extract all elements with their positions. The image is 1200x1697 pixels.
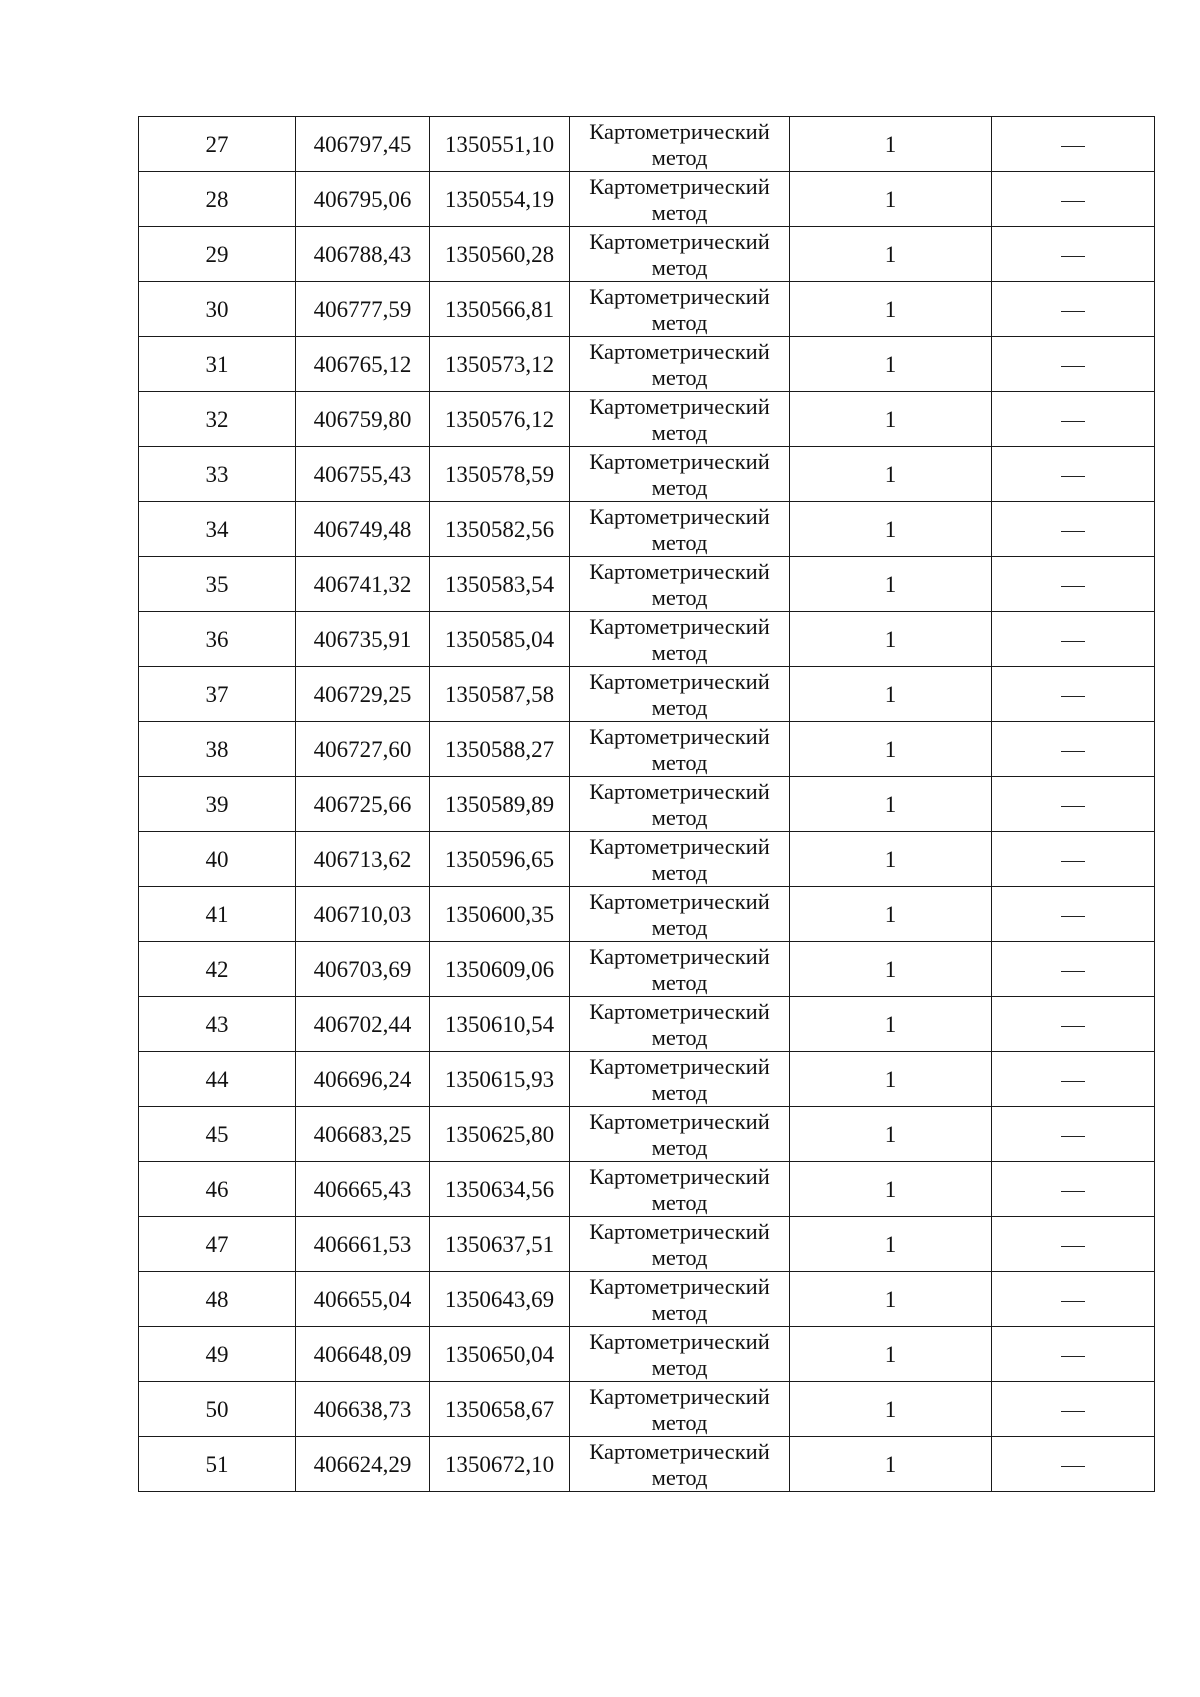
x-coordinate-cell: 406735,91 bbox=[296, 612, 430, 667]
y-coordinate-cell: 1350658,67 bbox=[430, 1382, 570, 1437]
dash-mark bbox=[1061, 1191, 1085, 1192]
note-cell bbox=[992, 942, 1155, 997]
accuracy-cell: 1 bbox=[790, 227, 992, 282]
accuracy-cell: 1 bbox=[790, 502, 992, 557]
point-number-cell: 40 bbox=[139, 832, 296, 887]
method-line-2: метод bbox=[651, 310, 708, 335]
point-number-cell: 33 bbox=[139, 447, 296, 502]
x-coordinate-cell: 406741,32 bbox=[296, 557, 430, 612]
method-cell bbox=[570, 997, 790, 1052]
accuracy-cell: 1 bbox=[790, 1162, 992, 1217]
accuracy-cell: 1 bbox=[790, 172, 992, 227]
method-line-2: метод bbox=[651, 1135, 708, 1160]
y-coordinate-cell: 1350596,65 bbox=[430, 832, 570, 887]
coordinates-table bbox=[138, 116, 1155, 1492]
note-cell bbox=[992, 557, 1155, 612]
dash-mark bbox=[1061, 861, 1085, 862]
table-row bbox=[139, 282, 1155, 337]
method-cell bbox=[570, 1382, 790, 1437]
accuracy-cell: 1 bbox=[790, 887, 992, 942]
dash-mark bbox=[1061, 586, 1085, 587]
point-number-cell: 35 bbox=[139, 557, 296, 612]
method-cell bbox=[570, 1162, 790, 1217]
method-cell bbox=[570, 1272, 790, 1327]
point-number-cell: 48 bbox=[139, 1272, 296, 1327]
dash-mark bbox=[1061, 366, 1085, 367]
accuracy-cell: 1 bbox=[790, 1052, 992, 1107]
method-cell bbox=[570, 557, 790, 612]
method-cell bbox=[570, 1327, 790, 1382]
method-line-1: Картометрический bbox=[589, 394, 770, 419]
method-cell bbox=[570, 832, 790, 887]
x-coordinate-cell: 406638,73 bbox=[296, 1382, 430, 1437]
method-line-2: метод bbox=[651, 1080, 708, 1105]
note-cell bbox=[992, 1052, 1155, 1107]
x-coordinate-cell: 406777,59 bbox=[296, 282, 430, 337]
method-line-1: Картометрический bbox=[589, 1439, 770, 1464]
method-cell bbox=[570, 1107, 790, 1162]
method-line-1: Картометрический bbox=[589, 999, 770, 1024]
note-cell bbox=[992, 172, 1155, 227]
table-row bbox=[139, 832, 1155, 887]
accuracy-cell: 1 bbox=[790, 942, 992, 997]
method-line-1: Картометрический bbox=[589, 284, 770, 309]
point-number-cell: 37 bbox=[139, 667, 296, 722]
note-cell bbox=[992, 722, 1155, 777]
dash-mark bbox=[1061, 1301, 1085, 1302]
method-cell bbox=[570, 117, 790, 172]
method-line-2: метод bbox=[651, 640, 708, 665]
y-coordinate-cell: 1350634,56 bbox=[430, 1162, 570, 1217]
method-cell bbox=[570, 722, 790, 777]
y-coordinate-cell: 1350650,04 bbox=[430, 1327, 570, 1382]
method-cell bbox=[570, 447, 790, 502]
table-row bbox=[139, 1052, 1155, 1107]
point-number-cell: 44 bbox=[139, 1052, 296, 1107]
method-line-1: Картометрический bbox=[589, 779, 770, 804]
method-cell bbox=[570, 887, 790, 942]
x-coordinate-cell: 406729,25 bbox=[296, 667, 430, 722]
method-line-2: метод bbox=[651, 530, 708, 555]
dash-mark bbox=[1061, 806, 1085, 807]
point-number-cell: 29 bbox=[139, 227, 296, 282]
method-line-1: Картометрический bbox=[589, 669, 770, 694]
y-coordinate-cell: 1350625,80 bbox=[430, 1107, 570, 1162]
table-row bbox=[139, 612, 1155, 667]
accuracy-cell: 1 bbox=[790, 282, 992, 337]
method-line-2: метод bbox=[651, 365, 708, 390]
x-coordinate-cell: 406713,62 bbox=[296, 832, 430, 887]
method-line-2: метод bbox=[651, 1190, 708, 1215]
point-number-cell: 41 bbox=[139, 887, 296, 942]
point-number-cell: 51 bbox=[139, 1437, 296, 1492]
dash-mark bbox=[1061, 916, 1085, 917]
table-row bbox=[139, 447, 1155, 502]
accuracy-cell: 1 bbox=[790, 1327, 992, 1382]
y-coordinate-cell: 1350578,59 bbox=[430, 447, 570, 502]
accuracy-cell: 1 bbox=[790, 832, 992, 887]
method-cell bbox=[570, 502, 790, 557]
point-number-cell: 50 bbox=[139, 1382, 296, 1437]
method-line-1: Картометрический bbox=[589, 1384, 770, 1409]
x-coordinate-cell: 406755,43 bbox=[296, 447, 430, 502]
method-line-2: метод bbox=[651, 1025, 708, 1050]
method-line-1: Картометрический bbox=[589, 339, 770, 364]
note-cell bbox=[992, 337, 1155, 392]
dash-mark bbox=[1061, 696, 1085, 697]
accuracy-cell: 1 bbox=[790, 447, 992, 502]
table-body bbox=[139, 117, 1155, 1492]
method-line-2: метод bbox=[651, 475, 708, 500]
y-coordinate-cell: 1350576,12 bbox=[430, 392, 570, 447]
x-coordinate-cell: 406765,12 bbox=[296, 337, 430, 392]
table-row bbox=[139, 227, 1155, 282]
point-number-cell: 42 bbox=[139, 942, 296, 997]
method-line-1: Картометрический bbox=[589, 504, 770, 529]
method-cell bbox=[570, 227, 790, 282]
method-line-2: метод bbox=[651, 695, 708, 720]
table-row bbox=[139, 392, 1155, 447]
dash-mark bbox=[1061, 1026, 1085, 1027]
x-coordinate-cell: 406788,43 bbox=[296, 227, 430, 282]
note-cell bbox=[992, 1272, 1155, 1327]
x-coordinate-cell: 406661,53 bbox=[296, 1217, 430, 1272]
point-number-cell: 36 bbox=[139, 612, 296, 667]
method-line-2: метод bbox=[651, 1300, 708, 1325]
note-cell bbox=[992, 282, 1155, 337]
method-line-2: метод bbox=[651, 255, 708, 280]
accuracy-cell: 1 bbox=[790, 557, 992, 612]
y-coordinate-cell: 1350589,89 bbox=[430, 777, 570, 832]
table-row bbox=[139, 722, 1155, 777]
note-cell bbox=[992, 777, 1155, 832]
point-number-cell: 39 bbox=[139, 777, 296, 832]
dash-mark bbox=[1061, 971, 1085, 972]
y-coordinate-cell: 1350615,93 bbox=[430, 1052, 570, 1107]
point-number-cell: 27 bbox=[139, 117, 296, 172]
x-coordinate-cell: 406749,48 bbox=[296, 502, 430, 557]
table-row bbox=[139, 1107, 1155, 1162]
dash-mark bbox=[1061, 256, 1085, 257]
method-cell bbox=[570, 777, 790, 832]
y-coordinate-cell: 1350583,54 bbox=[430, 557, 570, 612]
point-number-cell: 34 bbox=[139, 502, 296, 557]
method-cell bbox=[570, 337, 790, 392]
method-line-2: метод bbox=[651, 970, 708, 995]
method-line-2: метод bbox=[651, 750, 708, 775]
y-coordinate-cell: 1350582,56 bbox=[430, 502, 570, 557]
x-coordinate-cell: 406703,69 bbox=[296, 942, 430, 997]
dash-mark bbox=[1061, 641, 1085, 642]
y-coordinate-cell: 1350566,81 bbox=[430, 282, 570, 337]
x-coordinate-cell: 406648,09 bbox=[296, 1327, 430, 1382]
table-row bbox=[139, 887, 1155, 942]
note-cell bbox=[992, 1382, 1155, 1437]
x-coordinate-cell: 406696,24 bbox=[296, 1052, 430, 1107]
table-row bbox=[139, 997, 1155, 1052]
accuracy-cell: 1 bbox=[790, 337, 992, 392]
note-cell bbox=[992, 227, 1155, 282]
accuracy-cell: 1 bbox=[790, 777, 992, 832]
x-coordinate-cell: 406655,04 bbox=[296, 1272, 430, 1327]
x-coordinate-cell: 406759,80 bbox=[296, 392, 430, 447]
table-row bbox=[139, 1272, 1155, 1327]
y-coordinate-cell: 1350573,12 bbox=[430, 337, 570, 392]
note-cell bbox=[992, 832, 1155, 887]
note-cell bbox=[992, 1217, 1155, 1272]
x-coordinate-cell: 406725,66 bbox=[296, 777, 430, 832]
dash-mark bbox=[1061, 311, 1085, 312]
point-number-cell: 30 bbox=[139, 282, 296, 337]
method-line-2: метод bbox=[651, 1245, 708, 1270]
method-cell bbox=[570, 172, 790, 227]
table-row bbox=[139, 1437, 1155, 1492]
accuracy-cell: 1 bbox=[790, 997, 992, 1052]
dash-mark bbox=[1061, 531, 1085, 532]
method-line-1: Картометрический bbox=[589, 1329, 770, 1354]
table-row bbox=[139, 557, 1155, 612]
note-cell bbox=[992, 1327, 1155, 1382]
table-row bbox=[139, 1327, 1155, 1382]
x-coordinate-cell: 406795,06 bbox=[296, 172, 430, 227]
method-line-1: Картометрический bbox=[589, 1109, 770, 1134]
method-line-1: Картометрический bbox=[589, 229, 770, 254]
method-line-1: Картометрический bbox=[589, 834, 770, 859]
table-row bbox=[139, 777, 1155, 832]
y-coordinate-cell: 1350609,06 bbox=[430, 942, 570, 997]
note-cell bbox=[992, 447, 1155, 502]
y-coordinate-cell: 1350588,27 bbox=[430, 722, 570, 777]
note-cell bbox=[992, 1437, 1155, 1492]
y-coordinate-cell: 1350560,28 bbox=[430, 227, 570, 282]
method-cell bbox=[570, 1052, 790, 1107]
method-line-1: Картометрический bbox=[589, 174, 770, 199]
dash-mark bbox=[1061, 1081, 1085, 1082]
note-cell bbox=[992, 667, 1155, 722]
y-coordinate-cell: 1350551,10 bbox=[430, 117, 570, 172]
table-row bbox=[139, 942, 1155, 997]
point-number-cell: 28 bbox=[139, 172, 296, 227]
method-line-1: Картометрический bbox=[589, 449, 770, 474]
method-line-2: метод bbox=[651, 805, 708, 830]
x-coordinate-cell: 406683,25 bbox=[296, 1107, 430, 1162]
note-cell bbox=[992, 612, 1155, 667]
dash-mark bbox=[1061, 476, 1085, 477]
point-number-cell: 46 bbox=[139, 1162, 296, 1217]
table-row bbox=[139, 667, 1155, 722]
method-line-1: Картометрический bbox=[589, 724, 770, 749]
accuracy-cell: 1 bbox=[790, 1217, 992, 1272]
method-cell bbox=[570, 282, 790, 337]
x-coordinate-cell: 406797,45 bbox=[296, 117, 430, 172]
point-number-cell: 38 bbox=[139, 722, 296, 777]
x-coordinate-cell: 406727,60 bbox=[296, 722, 430, 777]
note-cell bbox=[992, 997, 1155, 1052]
method-line-2: метод bbox=[651, 145, 708, 170]
note-cell bbox=[992, 887, 1155, 942]
accuracy-cell: 1 bbox=[790, 722, 992, 777]
method-line-1: Картометрический bbox=[589, 119, 770, 144]
table-row bbox=[139, 172, 1155, 227]
dash-mark bbox=[1061, 421, 1085, 422]
dash-mark bbox=[1061, 1246, 1085, 1247]
method-line-2: метод bbox=[651, 1410, 708, 1435]
method-line-2: метод bbox=[651, 1355, 708, 1380]
point-number-cell: 31 bbox=[139, 337, 296, 392]
table-row bbox=[139, 117, 1155, 172]
table-row bbox=[139, 1162, 1155, 1217]
accuracy-cell: 1 bbox=[790, 667, 992, 722]
note-cell bbox=[992, 502, 1155, 557]
dash-mark bbox=[1061, 751, 1085, 752]
method-line-1: Картометрический bbox=[589, 944, 770, 969]
dash-mark bbox=[1061, 146, 1085, 147]
method-cell bbox=[570, 392, 790, 447]
y-coordinate-cell: 1350554,19 bbox=[430, 172, 570, 227]
note-cell bbox=[992, 1107, 1155, 1162]
method-line-2: метод bbox=[651, 585, 708, 610]
x-coordinate-cell: 406624,29 bbox=[296, 1437, 430, 1492]
dash-mark bbox=[1061, 1136, 1085, 1137]
dash-mark bbox=[1061, 1411, 1085, 1412]
method-cell bbox=[570, 1437, 790, 1492]
y-coordinate-cell: 1350637,51 bbox=[430, 1217, 570, 1272]
point-number-cell: 49 bbox=[139, 1327, 296, 1382]
method-line-2: метод bbox=[651, 915, 708, 940]
note-cell bbox=[992, 1162, 1155, 1217]
point-number-cell: 32 bbox=[139, 392, 296, 447]
accuracy-cell: 1 bbox=[790, 1437, 992, 1492]
method-line-1: Картометрический bbox=[589, 1219, 770, 1244]
method-line-1: Картометрический bbox=[589, 614, 770, 639]
y-coordinate-cell: 1350672,10 bbox=[430, 1437, 570, 1492]
accuracy-cell: 1 bbox=[790, 1272, 992, 1327]
y-coordinate-cell: 1350600,35 bbox=[430, 887, 570, 942]
method-line-2: метод bbox=[651, 200, 708, 225]
method-line-1: Картометрический bbox=[589, 1054, 770, 1079]
method-line-1: Картометрический bbox=[589, 1274, 770, 1299]
point-number-cell: 45 bbox=[139, 1107, 296, 1162]
dash-mark bbox=[1061, 1466, 1085, 1467]
y-coordinate-cell: 1350587,58 bbox=[430, 667, 570, 722]
point-number-cell: 43 bbox=[139, 997, 296, 1052]
x-coordinate-cell: 406665,43 bbox=[296, 1162, 430, 1217]
method-line-1: Картометрический bbox=[589, 559, 770, 584]
method-line-2: метод bbox=[651, 420, 708, 445]
table-row bbox=[139, 337, 1155, 392]
method-cell bbox=[570, 612, 790, 667]
method-line-2: метод bbox=[651, 1465, 708, 1490]
x-coordinate-cell: 406702,44 bbox=[296, 997, 430, 1052]
method-cell bbox=[570, 942, 790, 997]
dash-mark bbox=[1061, 201, 1085, 202]
accuracy-cell: 1 bbox=[790, 1382, 992, 1437]
accuracy-cell: 1 bbox=[790, 1107, 992, 1162]
method-line-1: Картометрический bbox=[589, 1164, 770, 1189]
y-coordinate-cell: 1350610,54 bbox=[430, 997, 570, 1052]
point-number-cell: 47 bbox=[139, 1217, 296, 1272]
accuracy-cell: 1 bbox=[790, 392, 992, 447]
method-cell bbox=[570, 1217, 790, 1272]
dash-mark bbox=[1061, 1356, 1085, 1357]
method-line-2: метод bbox=[651, 860, 708, 885]
note-cell bbox=[992, 117, 1155, 172]
table-row bbox=[139, 1382, 1155, 1437]
accuracy-cell: 1 bbox=[790, 117, 992, 172]
y-coordinate-cell: 1350643,69 bbox=[430, 1272, 570, 1327]
table-row bbox=[139, 502, 1155, 557]
method-line-1: Картометрический bbox=[589, 889, 770, 914]
method-cell bbox=[570, 667, 790, 722]
accuracy-cell: 1 bbox=[790, 612, 992, 667]
y-coordinate-cell: 1350585,04 bbox=[430, 612, 570, 667]
note-cell bbox=[992, 392, 1155, 447]
x-coordinate-cell: 406710,03 bbox=[296, 887, 430, 942]
table-row bbox=[139, 1217, 1155, 1272]
